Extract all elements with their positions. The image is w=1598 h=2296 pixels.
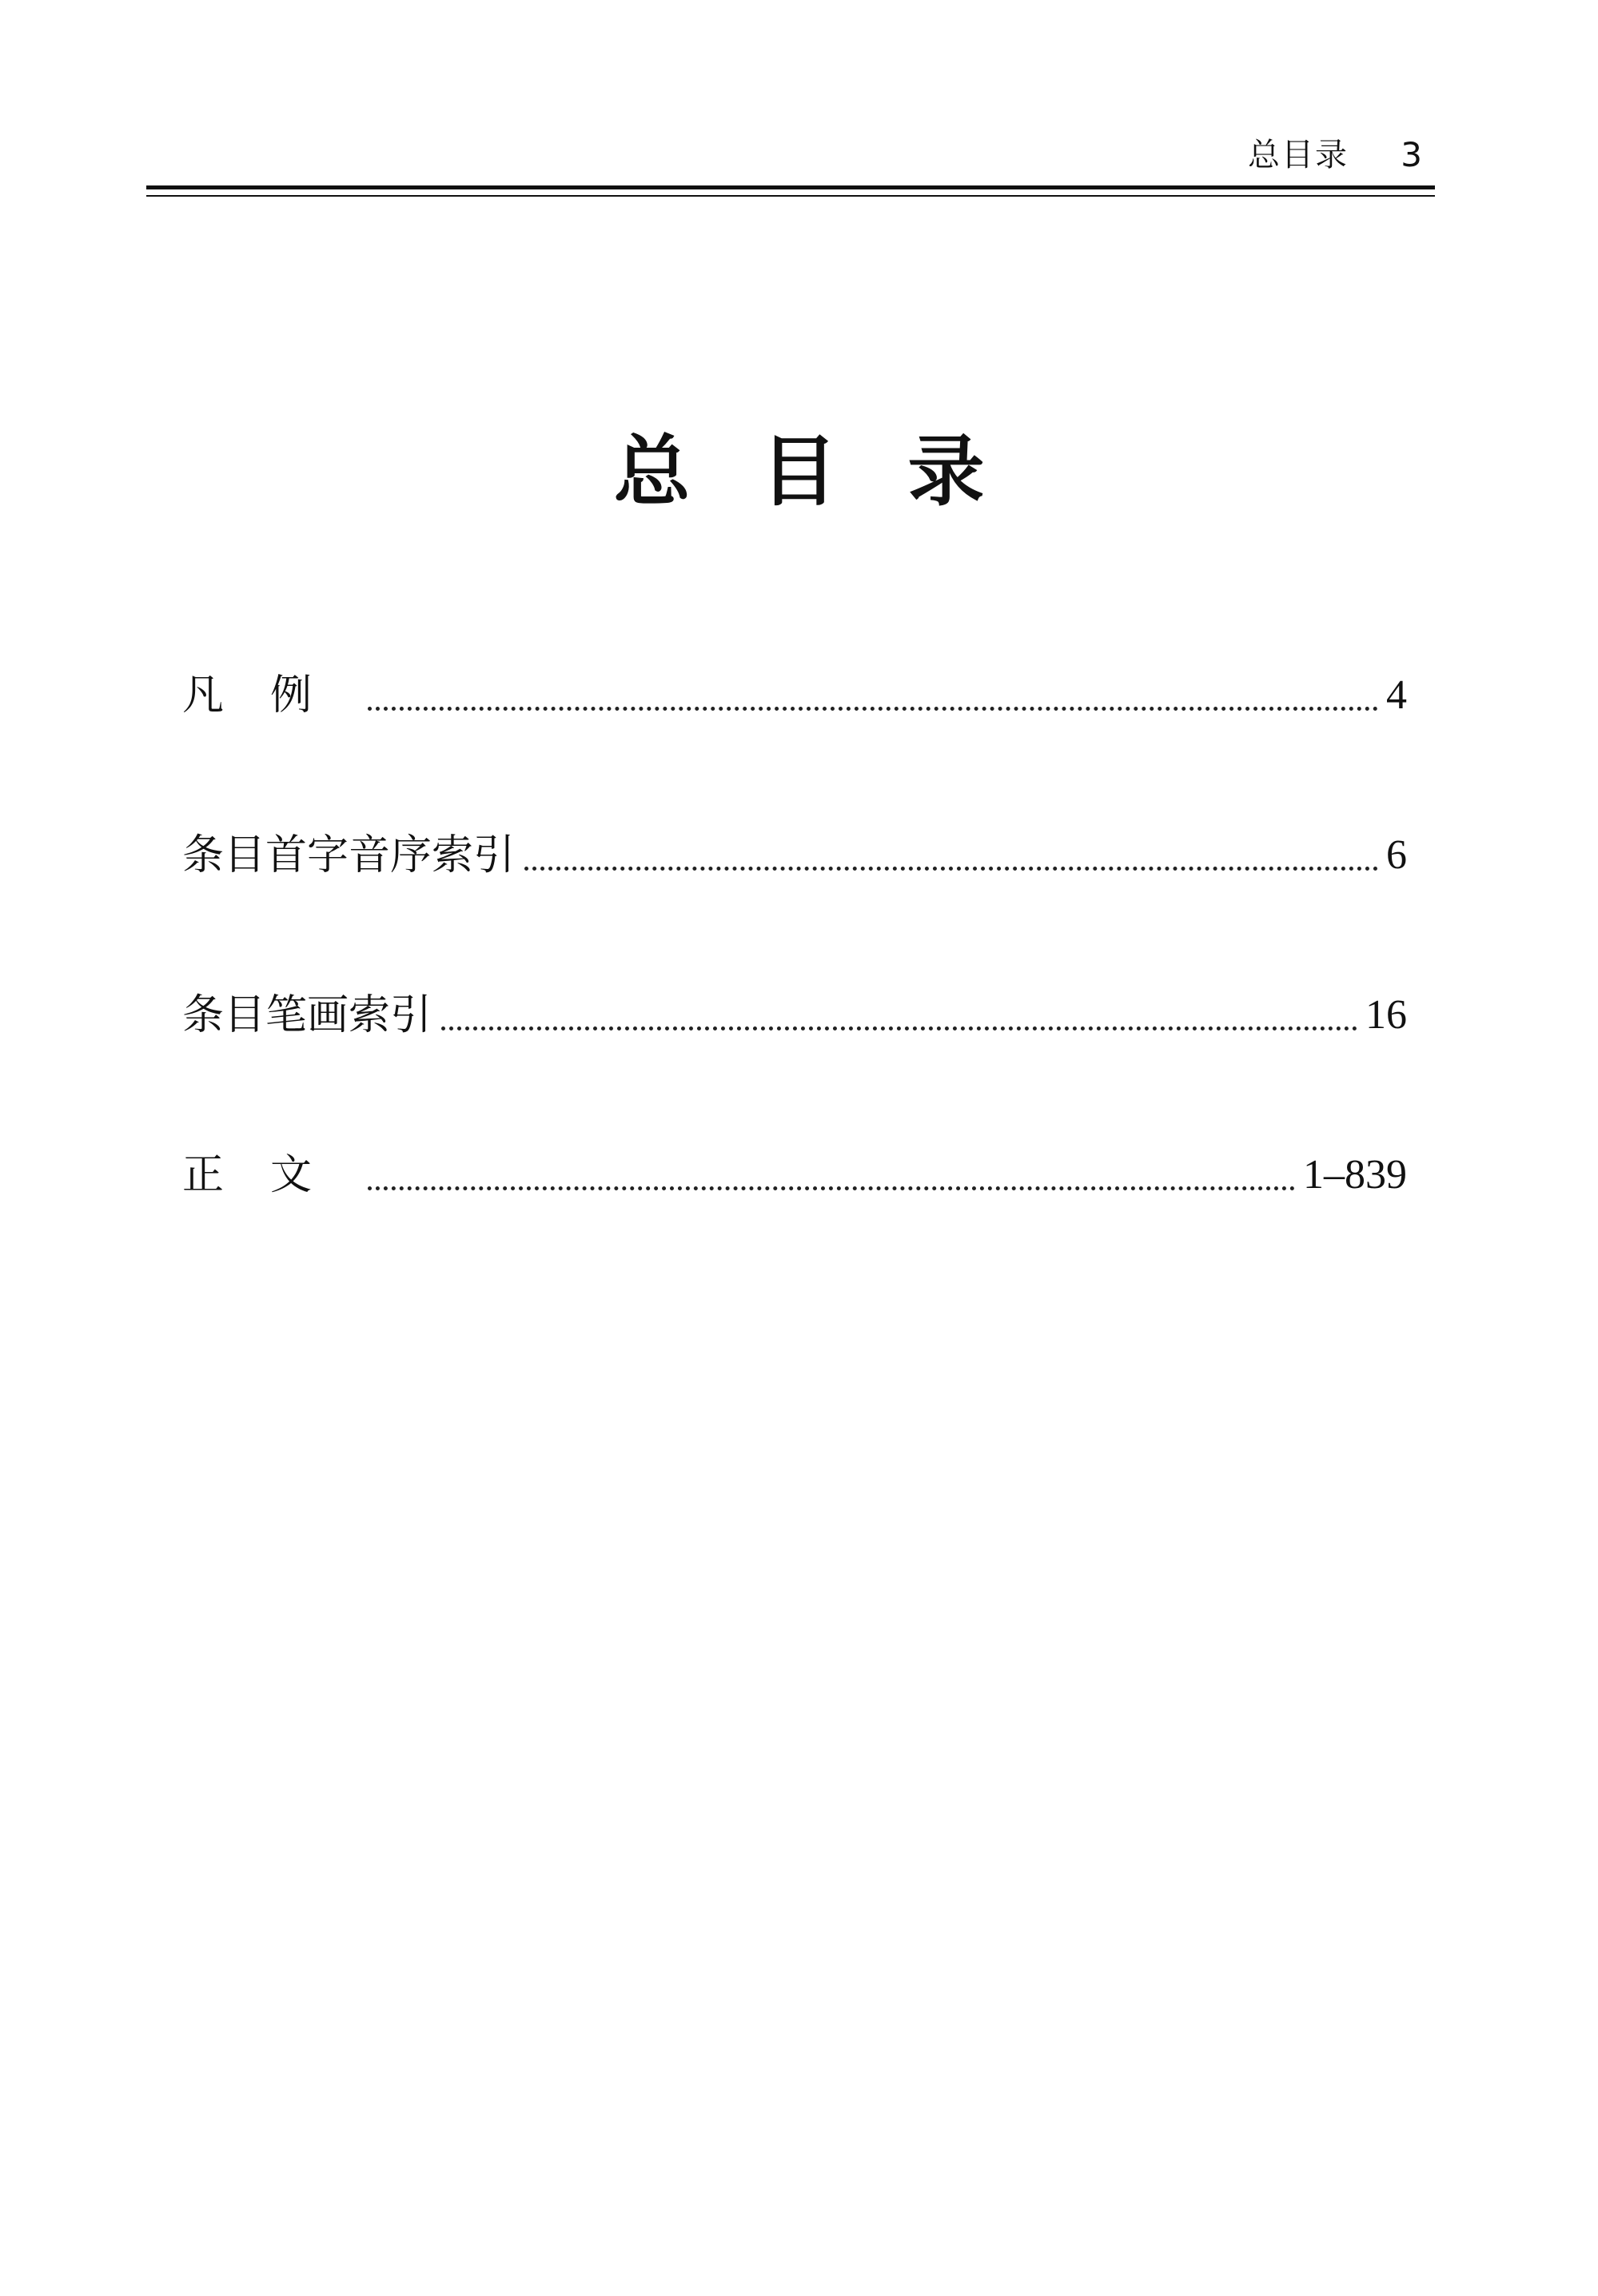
page-title-char-1: 总 [613,426,691,516]
toc-entry-pinyin-index[interactable] [182,819,1407,883]
page-title-char-3: 录 [907,426,985,516]
toc-entry-page: 4 [1386,672,1407,718]
running-title: 总目录 [1248,137,1349,173]
toc-dot-leader [441,1026,1357,1030]
toc-entry-page: 16 [1365,992,1407,1038]
toc-entry-label: 条目笔画索引 [182,991,432,1039]
header-rule-thin [146,195,1435,197]
page-title [0,424,1598,520]
toc-entry-main-text[interactable] [182,1139,1407,1203]
toc-entry-label: 正文 [182,1151,359,1199]
running-header [146,120,1435,181]
header-rule-thick [146,185,1435,189]
toc-dot-leader [368,1186,1295,1190]
toc-entry-label: 凡例 [182,672,359,719]
toc-entry-stroke-index[interactable] [182,979,1407,1043]
page-number: 3 [1401,135,1422,174]
toc-dot-leader [524,867,1378,871]
toc-entry-label: 条目首字音序索引 [182,831,516,879]
toc-dot-leader [368,707,1378,711]
toc-entry-page: 1–839 [1303,1152,1407,1198]
toc-entry-fanli[interactable] [182,660,1407,723]
table-of-contents [182,660,1407,1299]
page-title-char-2: 目 [760,426,838,516]
toc-entry-page: 6 [1386,832,1407,878]
